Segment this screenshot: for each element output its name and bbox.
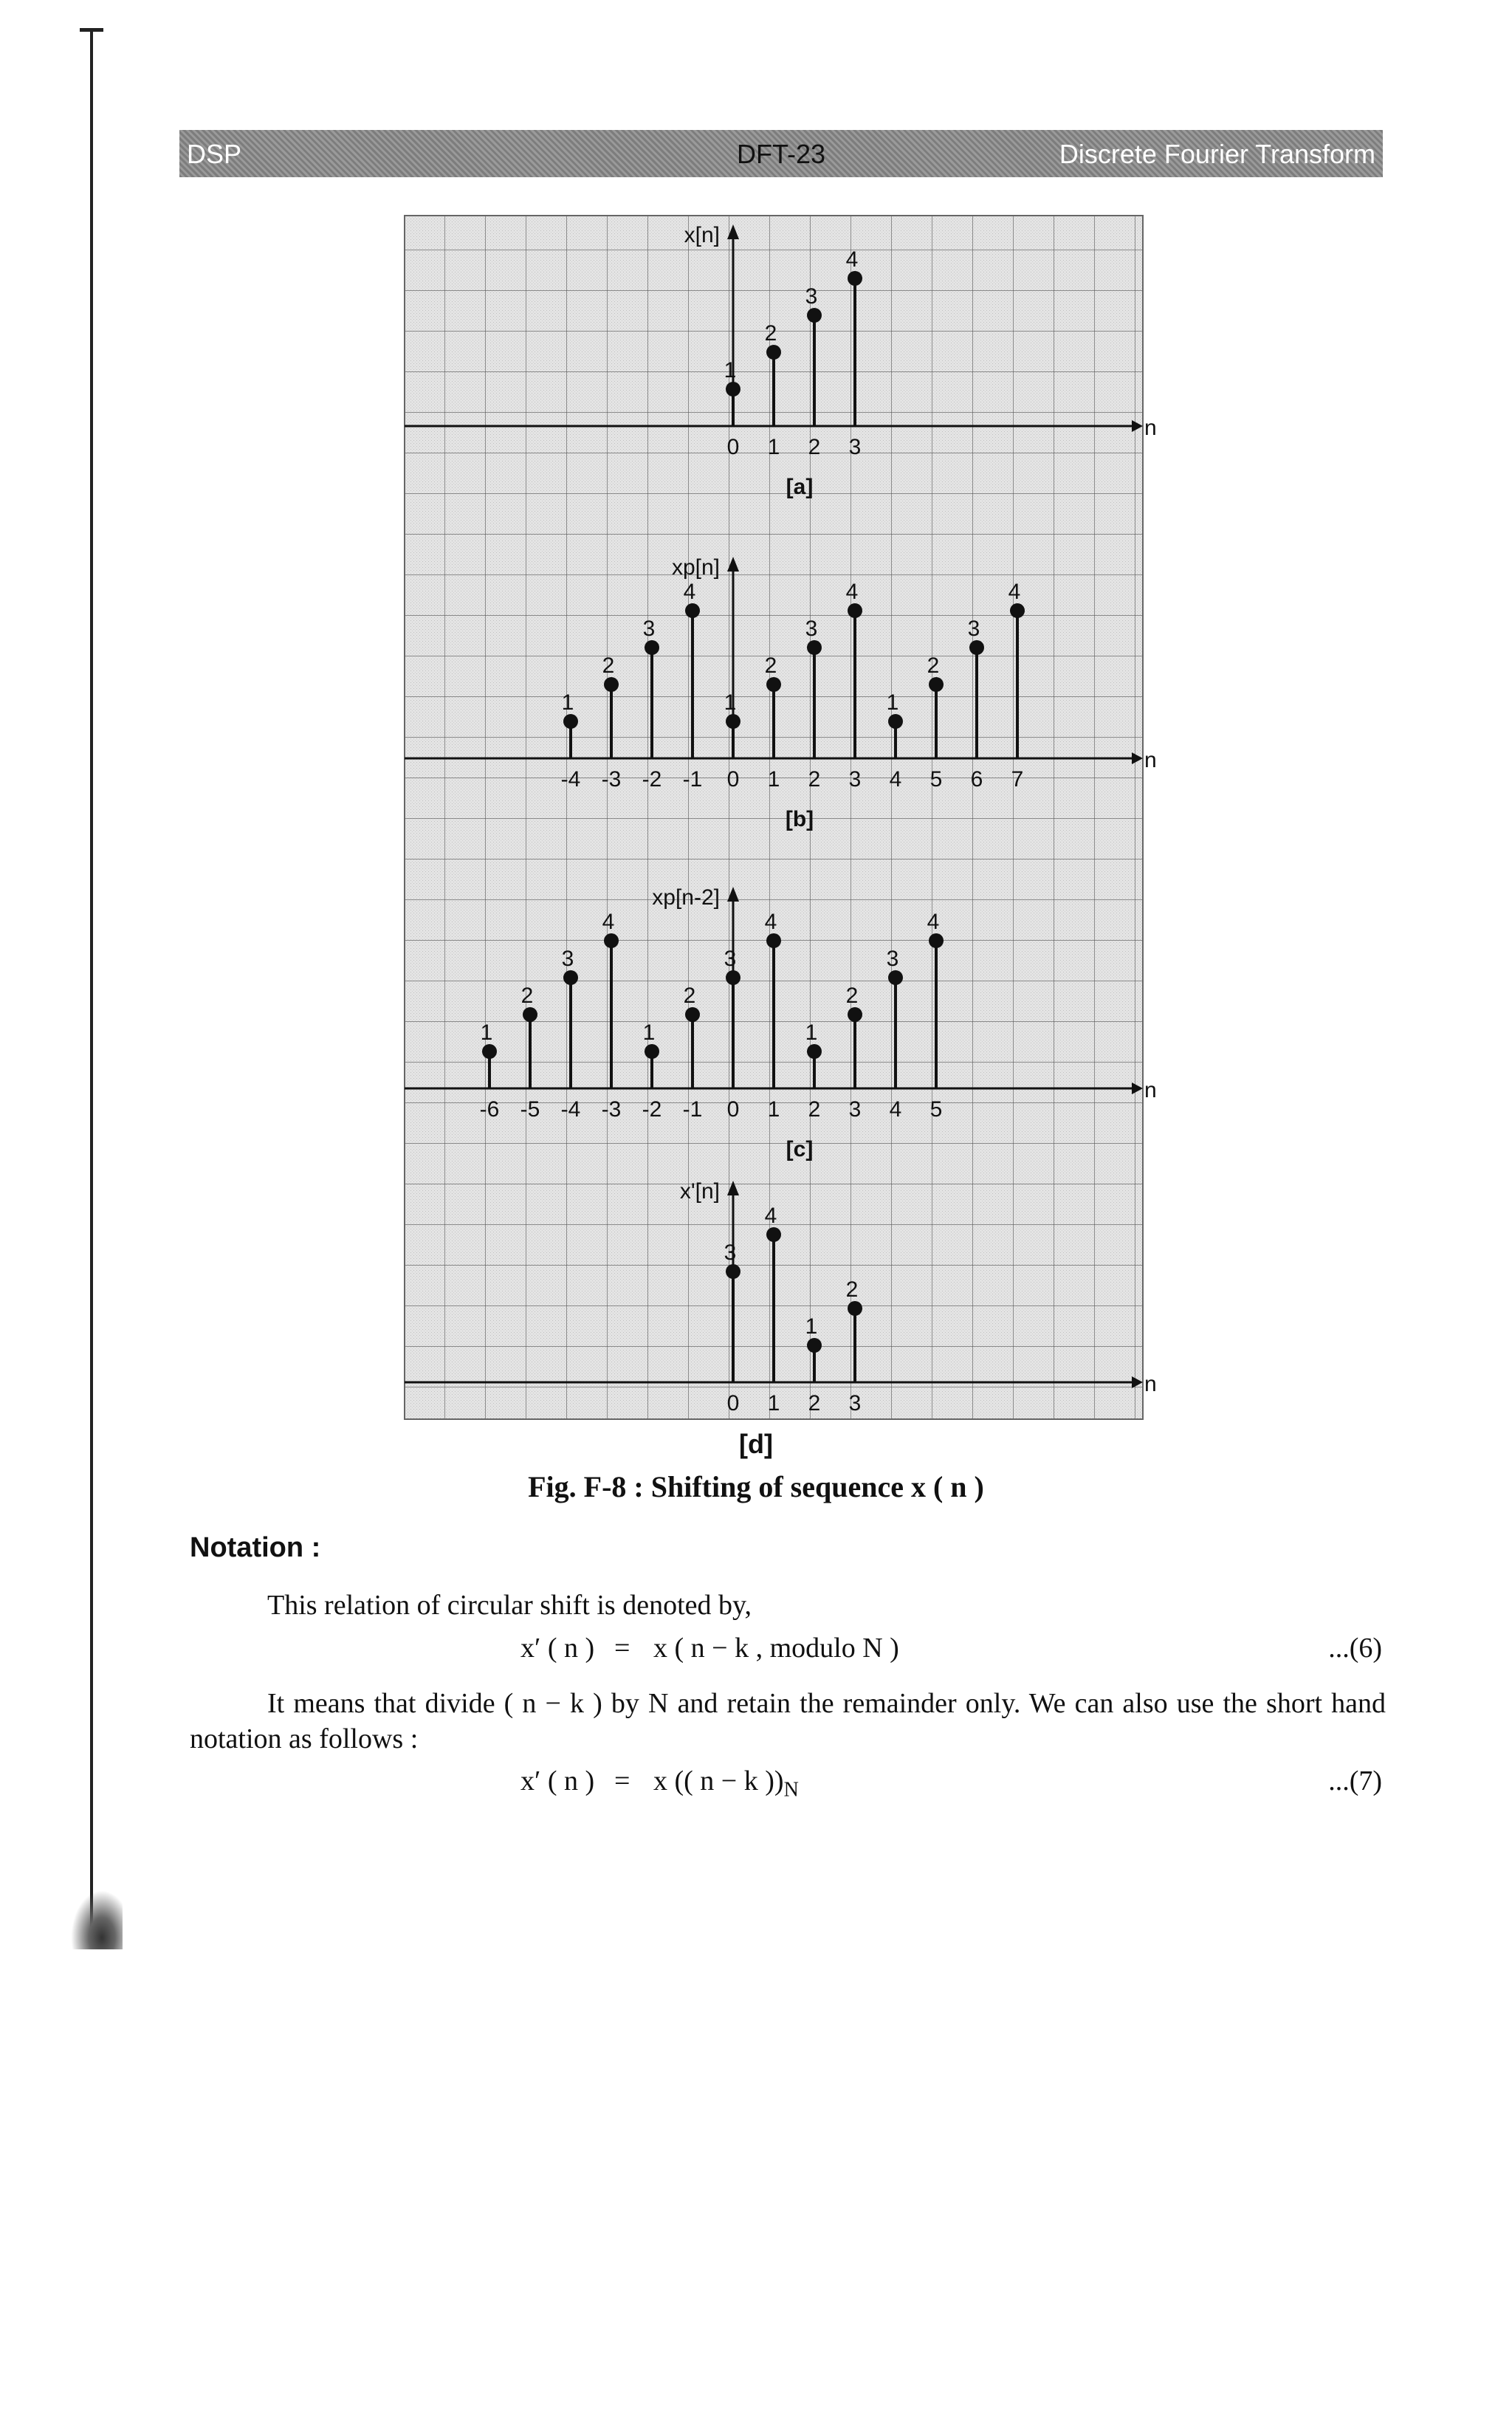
stem-point bbox=[726, 970, 740, 985]
eq7-rhs bbox=[653, 1765, 799, 1802]
stem-point bbox=[766, 677, 781, 692]
tick-label: 3 bbox=[848, 1097, 862, 1122]
value-label: 4 bbox=[602, 910, 615, 934]
binding-spine bbox=[90, 30, 93, 1942]
tick-label: 2 bbox=[808, 1391, 821, 1415]
tick-label: 4 bbox=[889, 767, 902, 792]
eq6-rhs: x ( n − k , modulo N ) bbox=[653, 1633, 899, 1664]
value-label: 2 bbox=[602, 653, 615, 678]
value-label: 1 bbox=[805, 1314, 818, 1339]
tick-label: 5 bbox=[929, 1097, 943, 1122]
value-label: 3 bbox=[724, 1240, 737, 1265]
value-label: 3 bbox=[561, 947, 574, 971]
tick-label: -1 bbox=[682, 767, 703, 792]
stem-point bbox=[888, 970, 903, 985]
sub-figure-label: [a] bbox=[786, 475, 814, 499]
value-label: 3 bbox=[724, 947, 737, 971]
eq7-number: ...(7) bbox=[1328, 1765, 1382, 1797]
tick-label: 1 bbox=[767, 1391, 780, 1415]
stem-point bbox=[848, 1007, 862, 1022]
value-label: 3 bbox=[642, 617, 656, 641]
paragraph-1: This relation of circular shift is denoted by, bbox=[267, 1590, 752, 1621]
stem-point bbox=[807, 640, 822, 655]
running-header bbox=[179, 130, 1383, 177]
tick-label: 0 bbox=[726, 767, 740, 792]
x-axis-label-2: n bbox=[1144, 1078, 1157, 1102]
y-axis-label-0: x[n] bbox=[684, 223, 720, 247]
shift-figure bbox=[405, 216, 1157, 1419]
stem-point bbox=[563, 714, 578, 729]
tick-label: -3 bbox=[601, 1097, 622, 1122]
eq7-lhs: x′ ( n ) bbox=[520, 1765, 595, 1797]
eq6-lhs: x′ ( n ) bbox=[520, 1633, 595, 1664]
stem-point bbox=[848, 271, 862, 286]
tick-label: 5 bbox=[929, 767, 943, 792]
value-label: 2 bbox=[845, 1277, 859, 1302]
stem-point bbox=[848, 1301, 862, 1316]
y-axis-label-2: xp[n-2] bbox=[652, 885, 720, 910]
header-right: Discrete Fourier Transform bbox=[1059, 139, 1375, 169]
tick-label: 1 bbox=[767, 1097, 780, 1122]
tick-label: -3 bbox=[601, 767, 622, 792]
eq6-number: ...(6) bbox=[1328, 1633, 1382, 1664]
value-label: 2 bbox=[764, 321, 777, 346]
value-label: 4 bbox=[845, 580, 859, 604]
notation-heading: Notation : bbox=[190, 1532, 321, 1563]
value-label: 1 bbox=[724, 690, 737, 715]
stem-point bbox=[645, 1044, 659, 1059]
y-axis-label-3: x'[n] bbox=[679, 1179, 720, 1204]
value-label: 2 bbox=[683, 984, 696, 1008]
stem-point bbox=[766, 1227, 781, 1242]
sub-figure-label: [b] bbox=[785, 807, 814, 831]
stem-point bbox=[645, 640, 659, 655]
stem-point bbox=[766, 933, 781, 948]
tick-label: -2 bbox=[642, 1097, 662, 1122]
stem-point bbox=[604, 677, 619, 692]
stem-point bbox=[888, 714, 903, 729]
x-axis-label-3: n bbox=[1144, 1372, 1157, 1396]
stem-point bbox=[1010, 603, 1025, 618]
stem-point bbox=[848, 603, 862, 618]
tick-label: 3 bbox=[848, 767, 862, 792]
tick-label: 0 bbox=[726, 1391, 740, 1415]
tick-label: 6 bbox=[970, 767, 983, 792]
value-label: 1 bbox=[561, 690, 574, 715]
value-label: 4 bbox=[1008, 580, 1021, 604]
value-label: 1 bbox=[724, 358, 737, 382]
value-label: 1 bbox=[805, 1020, 818, 1045]
stem-point bbox=[523, 1007, 537, 1022]
stem-point bbox=[807, 1044, 822, 1059]
value-label: 3 bbox=[967, 617, 980, 641]
eq6-equals: = bbox=[614, 1633, 630, 1664]
stem-point bbox=[766, 345, 781, 360]
value-label: 4 bbox=[764, 1204, 777, 1228]
tick-label: 1 bbox=[767, 435, 780, 459]
tick-label: 0 bbox=[726, 1097, 740, 1122]
value-label: 3 bbox=[886, 947, 899, 971]
tick-label: -5 bbox=[520, 1097, 540, 1122]
tick-label: -6 bbox=[479, 1097, 500, 1122]
tick-label: 3 bbox=[848, 1391, 862, 1415]
sub-figure-label-d: [d] bbox=[739, 1429, 773, 1459]
stem-point bbox=[929, 677, 944, 692]
stem-point bbox=[685, 1007, 700, 1022]
x-axis-label-0: n bbox=[1144, 416, 1157, 440]
value-label: 2 bbox=[764, 653, 777, 678]
tick-label: 2 bbox=[808, 1097, 821, 1122]
stem-point bbox=[929, 933, 944, 948]
value-label: 4 bbox=[927, 910, 940, 934]
sub-figure-label: [c] bbox=[786, 1137, 814, 1161]
stem-point bbox=[726, 1264, 740, 1279]
tick-label: 4 bbox=[889, 1097, 902, 1122]
stem-point bbox=[726, 714, 740, 729]
tick-label: 7 bbox=[1011, 767, 1024, 792]
value-label: 2 bbox=[927, 653, 940, 678]
stem-point bbox=[807, 1338, 822, 1353]
header-center: DFT-23 bbox=[736, 139, 826, 169]
value-label: 1 bbox=[480, 1020, 493, 1045]
value-label: 2 bbox=[845, 984, 859, 1008]
value-label: 1 bbox=[642, 1020, 656, 1045]
value-label: 4 bbox=[683, 580, 696, 604]
tick-label: 2 bbox=[808, 767, 821, 792]
eq7-rhs-main: x (( n − k )) bbox=[653, 1765, 784, 1797]
stem-point bbox=[726, 382, 740, 397]
value-label: 4 bbox=[764, 910, 777, 934]
stem-point bbox=[482, 1044, 497, 1059]
tick-label: 1 bbox=[767, 767, 780, 792]
paragraph-2: It means that divide ( n − k ) by N and retain the remainder only. We can also use the short hand notation as follows : bbox=[190, 1688, 1386, 1754]
tick-label: 0 bbox=[726, 435, 740, 459]
x-axis-label-1: n bbox=[1144, 748, 1157, 772]
figure-caption: Fig. F-8 : Shifting of sequence x ( n ) bbox=[528, 1470, 984, 1503]
eq7-subscript: N bbox=[783, 1778, 799, 1802]
stem-point bbox=[685, 603, 700, 618]
tick-label: 2 bbox=[808, 435, 821, 459]
stem-point bbox=[807, 308, 822, 323]
value-label: 3 bbox=[805, 617, 818, 641]
tick-label: -4 bbox=[560, 1097, 581, 1122]
stem-point bbox=[604, 933, 619, 948]
value-label: 4 bbox=[845, 247, 859, 272]
eq7-equals: = bbox=[614, 1765, 630, 1797]
ink-blot bbox=[71, 1890, 123, 1949]
value-label: 1 bbox=[886, 690, 899, 715]
tick-label: 3 bbox=[848, 435, 862, 459]
y-axis-label-1: xp[n] bbox=[671, 555, 720, 580]
tick-label: -2 bbox=[642, 767, 662, 792]
stem-point bbox=[563, 970, 578, 985]
value-label: 2 bbox=[520, 984, 534, 1008]
stem-point bbox=[969, 640, 984, 655]
tick-label: -1 bbox=[682, 1097, 703, 1122]
header-left: DSP bbox=[187, 139, 242, 169]
tick-label: -4 bbox=[560, 767, 581, 792]
value-label: 3 bbox=[805, 284, 818, 309]
